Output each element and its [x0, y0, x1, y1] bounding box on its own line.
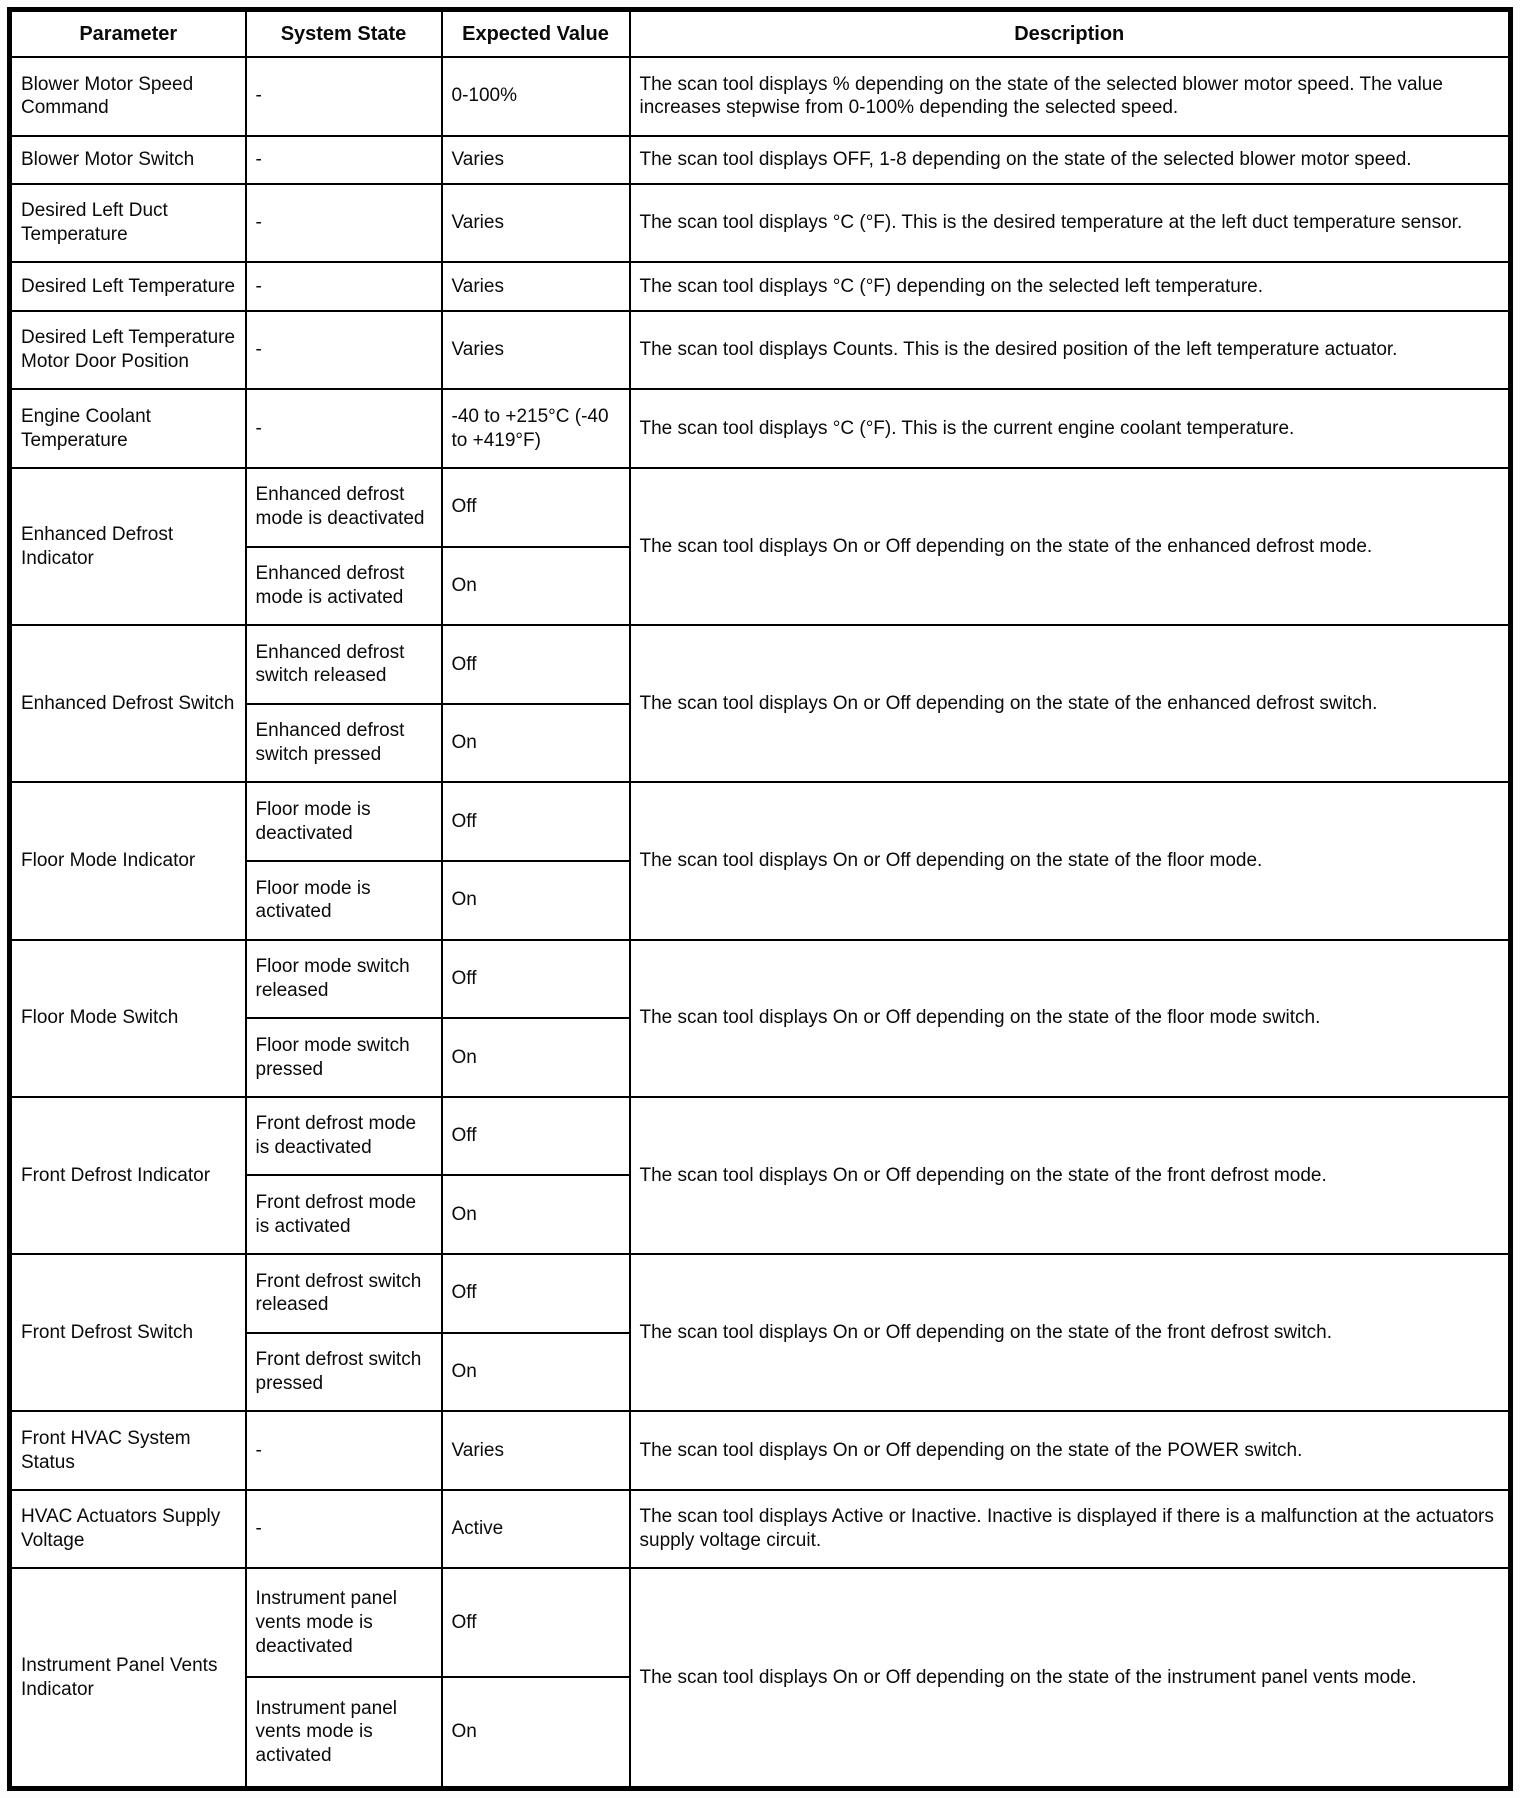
description-cell: The scan tool displays On or Off depending on the state of the POWER switch.	[630, 1411, 1511, 1490]
expected-value-cell: Varies	[442, 311, 630, 390]
expected-value-cell: On	[442, 1175, 630, 1254]
system-state-cell: Front defrost mode is deactivated	[246, 1097, 442, 1176]
parameter-cell: Front Defrost Switch	[10, 1254, 246, 1411]
expected-value-cell: Active	[442, 1490, 630, 1569]
description-cell: The scan tool displays Active or Inactive. Inactive is displayed if there is a malfunction at the actuators supply voltage circuit.	[630, 1490, 1511, 1569]
scan-tool-data-table	[7, 7, 1513, 1791]
description-cell: The scan tool displays °C (°F). This is the desired temperature at the left duct temperature sensor.	[630, 184, 1511, 263]
table-row	[10, 1097, 1511, 1176]
system-state-cell: Enhanced defrost switch released	[246, 625, 442, 704]
table-row	[10, 625, 1511, 704]
header-system-state: System State	[246, 10, 442, 58]
expected-value-cell: Off	[442, 1254, 630, 1333]
system-state-cell: -	[246, 57, 442, 136]
parameter-cell: Floor Mode Switch	[10, 940, 246, 1097]
expected-value-cell: On	[442, 1333, 630, 1412]
expected-value-cell: -40 to +215°C (-40 to +419°F)	[442, 389, 630, 468]
description-cell: The scan tool displays On or Off depending on the state of the front defrost switch.	[630, 1254, 1511, 1411]
description-cell: The scan tool displays On or Off depending on the state of the instrument panel vents mode.	[630, 1568, 1511, 1788]
expected-value-cell: On	[442, 547, 630, 626]
expected-value-cell: Varies	[442, 184, 630, 263]
expected-value-cell: Off	[442, 940, 630, 1019]
system-state-cell: -	[246, 184, 442, 263]
expected-value-cell: Varies	[442, 262, 630, 310]
header-description: Description	[630, 10, 1511, 58]
description-cell: The scan tool displays On or Off depending on the state of the floor mode.	[630, 782, 1511, 939]
parameter-cell: Enhanced Defrost Indicator	[10, 468, 246, 625]
table-row	[10, 389, 1511, 468]
system-state-cell: -	[246, 136, 442, 184]
table-row	[10, 1411, 1511, 1490]
parameter-cell: Desired Left Temperature Motor Door Position	[10, 311, 246, 390]
system-state-cell: Front defrost mode is activated	[246, 1175, 442, 1254]
description-cell: The scan tool displays On or Off depending on the state of the floor mode switch.	[630, 940, 1511, 1097]
expected-value-cell: Off	[442, 625, 630, 704]
parameter-cell: Instrument Panel Vents Indicator	[10, 1568, 246, 1788]
description-cell: The scan tool displays OFF, 1-8 depending on the state of the selected blower motor speed.	[630, 136, 1511, 184]
table-row	[10, 1568, 1511, 1677]
description-cell: The scan tool displays % depending on the state of the selected blower motor speed. The value increases stepwise from 0-100% depending the selected speed.	[630, 57, 1511, 136]
system-state-cell: Instrument panel vents mode is activated	[246, 1677, 442, 1788]
table-row	[10, 940, 1511, 1019]
system-state-cell: Enhanced defrost switch pressed	[246, 704, 442, 783]
parameter-cell: Blower Motor Switch	[10, 136, 246, 184]
table-header-row	[10, 10, 1511, 58]
description-cell: The scan tool displays Counts. This is the desired position of the left temperature actuator.	[630, 311, 1511, 390]
expected-value-cell: Off	[442, 468, 630, 547]
system-state-cell: Floor mode is activated	[246, 861, 442, 940]
system-state-cell: -	[246, 1411, 442, 1490]
header-parameter: Parameter	[10, 10, 246, 58]
parameter-cell: Desired Left Duct Temperature	[10, 184, 246, 263]
table-row	[10, 782, 1511, 861]
parameter-cell: Front HVAC System Status	[10, 1411, 246, 1490]
scan-data-table-body	[10, 57, 1511, 1789]
description-cell: The scan tool displays On or Off depending on the state of the enhanced defrost switch.	[630, 625, 1511, 782]
table-row	[10, 262, 1511, 310]
table-row	[10, 468, 1511, 547]
system-state-cell: Enhanced defrost mode is activated	[246, 547, 442, 626]
parameter-cell: Engine Coolant Temperature	[10, 389, 246, 468]
system-state-cell: Floor mode switch pressed	[246, 1018, 442, 1097]
expected-value-cell: On	[442, 861, 630, 940]
description-cell: The scan tool displays On or Off depending on the state of the enhanced defrost mode.	[630, 468, 1511, 625]
parameter-cell: Front Defrost Indicator	[10, 1097, 246, 1254]
system-state-cell: Enhanced defrost mode is deactivated	[246, 468, 442, 547]
system-state-cell: Instrument panel vents mode is deactivated	[246, 1568, 442, 1677]
expected-value-cell: 0-100%	[442, 57, 630, 136]
table-row	[10, 1254, 1511, 1333]
header-expected-value: Expected Value	[442, 10, 630, 58]
system-state-cell: Floor mode is deactivated	[246, 782, 442, 861]
system-state-cell: -	[246, 311, 442, 390]
expected-value-cell: On	[442, 1677, 630, 1788]
description-cell: The scan tool displays °C (°F) depending on the selected left temperature.	[630, 262, 1511, 310]
expected-value-cell: Off	[442, 782, 630, 861]
parameter-cell: Blower Motor Speed Command	[10, 57, 246, 136]
table-row	[10, 1490, 1511, 1569]
system-state-cell: -	[246, 389, 442, 468]
system-state-cell: -	[246, 262, 442, 310]
description-cell: The scan tool displays On or Off depending on the state of the front defrost mode.	[630, 1097, 1511, 1254]
expected-value-cell: On	[442, 704, 630, 783]
parameter-cell: HVAC Actuators Supply Voltage	[10, 1490, 246, 1569]
description-cell: The scan tool displays °C (°F). This is the current engine coolant temperature.	[630, 389, 1511, 468]
expected-value-cell: Varies	[442, 1411, 630, 1490]
expected-value-cell: Off	[442, 1568, 630, 1677]
system-state-cell: Front defrost switch pressed	[246, 1333, 442, 1412]
table-row	[10, 57, 1511, 136]
parameter-cell: Floor Mode Indicator	[10, 782, 246, 939]
system-state-cell: Front defrost switch released	[246, 1254, 442, 1333]
parameter-cell: Desired Left Temperature	[10, 262, 246, 310]
expected-value-cell: Varies	[442, 136, 630, 184]
parameter-cell: Enhanced Defrost Switch	[10, 625, 246, 782]
table-row	[10, 311, 1511, 390]
table-row	[10, 184, 1511, 263]
system-state-cell: -	[246, 1490, 442, 1569]
table-row	[10, 136, 1511, 184]
system-state-cell: Floor mode switch released	[246, 940, 442, 1019]
expected-value-cell: Off	[442, 1097, 630, 1176]
expected-value-cell: On	[442, 1018, 630, 1097]
